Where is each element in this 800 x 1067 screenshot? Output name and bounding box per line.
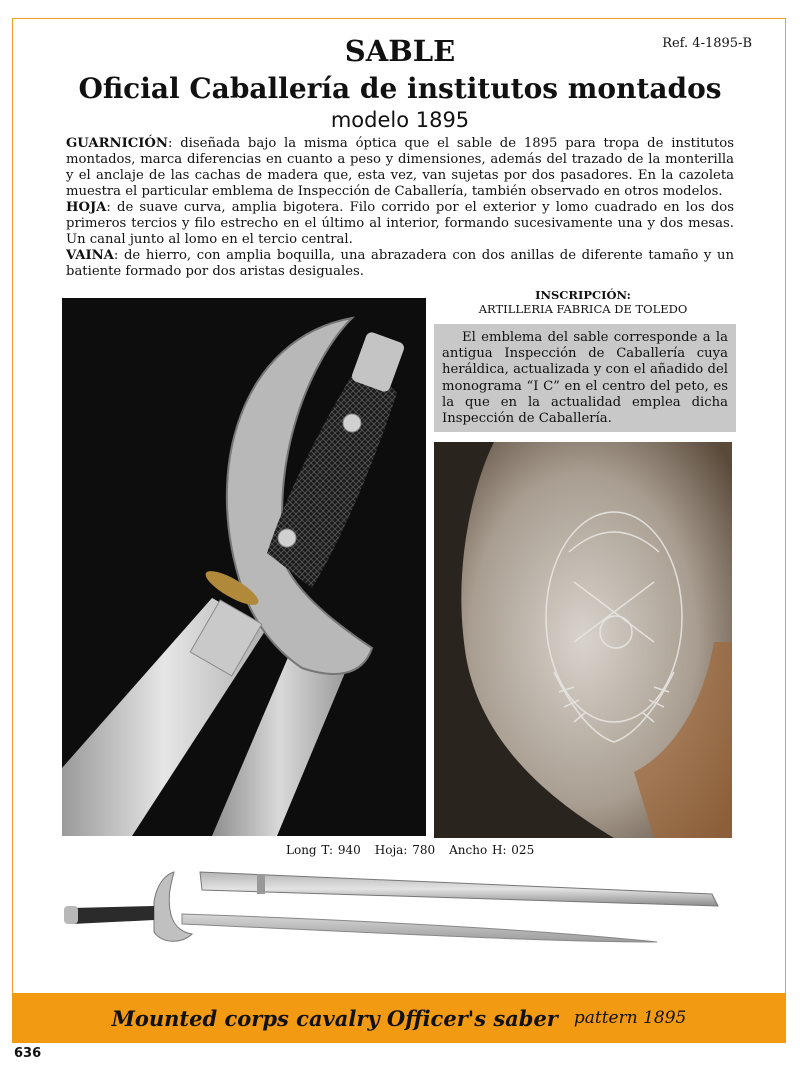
inscription-title: INSCRIPCIÓN: [535,288,631,302]
dimension-width: Ancho H: 025 [449,843,535,857]
hoja-text: : de suave curva, amplia bigotera. Filo corrido por el exterior y lomo cuadrado en los dos primeros tercios y filo estrecho en el último al interior, formando sucesivamente una y dos mesas. Un canal junto al lomo en el tercio central. [66,200,734,247]
hilt-photo [62,298,426,836]
emblem-illustration [434,442,732,838]
english-title-banner [12,993,786,1043]
banner-title: Mounted corps cavalry Officer's saber [111,1005,558,1031]
dimensions [286,843,548,857]
title-subtitle: Oficial Caballería de institutos montados [78,72,722,105]
description-text [66,136,734,280]
title-main: SABLE [344,34,456,68]
emblem-photo [434,442,732,838]
emblem-note: El emblema del sable corresponde a la antigua Inspección de Caballería cuya heráldica, actualizada y con el añadido del monograma “I C” en el centro del peto, es la que en la actualidad emplea dicha Inspección de Caballería. [434,324,736,432]
hoja-paragraph [66,200,734,248]
guarnicion-paragraph [66,136,734,200]
page-number: 636 [14,1046,42,1061]
dimension-blade: Hoja: 780 [374,843,436,857]
dimension-length: Long T: 940 [286,843,361,857]
reference-code: Ref. 4-1895-B [662,36,752,51]
saber-illustration [62,862,732,962]
banner-pattern: pattern 1895 [573,1008,687,1028]
vaina-label: VAINA [66,248,114,263]
vaina-paragraph [66,248,734,280]
title-model: modelo 1895 [330,108,470,132]
inscription-text: ARTILLERIA FABRICA DE TOLEDO [478,302,688,316]
guarnicion-text: : diseñada bajo la misma óptica que el sable de 1895 para tropa de institutos montados, marca diferencias en cuanto a peso y dimensiones, además del trazado de la monterilla y el anclaje de las cachas de madera que, esta vez, van sujetas por dos pasadores. En la cazoleta muestra el particular emblema de Inspección de Caballería, también observado en otros modelos. [66,136,734,199]
vaina-text: : de hierro, con amplia boquilla, una abrazadera con dos anillas de diferente tamaño y un batiente formado por dos aristas desiguales. [66,248,734,279]
hoja-label: HOJA [66,200,107,215]
hilt-illustration [62,298,426,836]
full-saber-photo [62,862,732,962]
guarnicion-label: GUARNICIÓN [66,136,168,151]
